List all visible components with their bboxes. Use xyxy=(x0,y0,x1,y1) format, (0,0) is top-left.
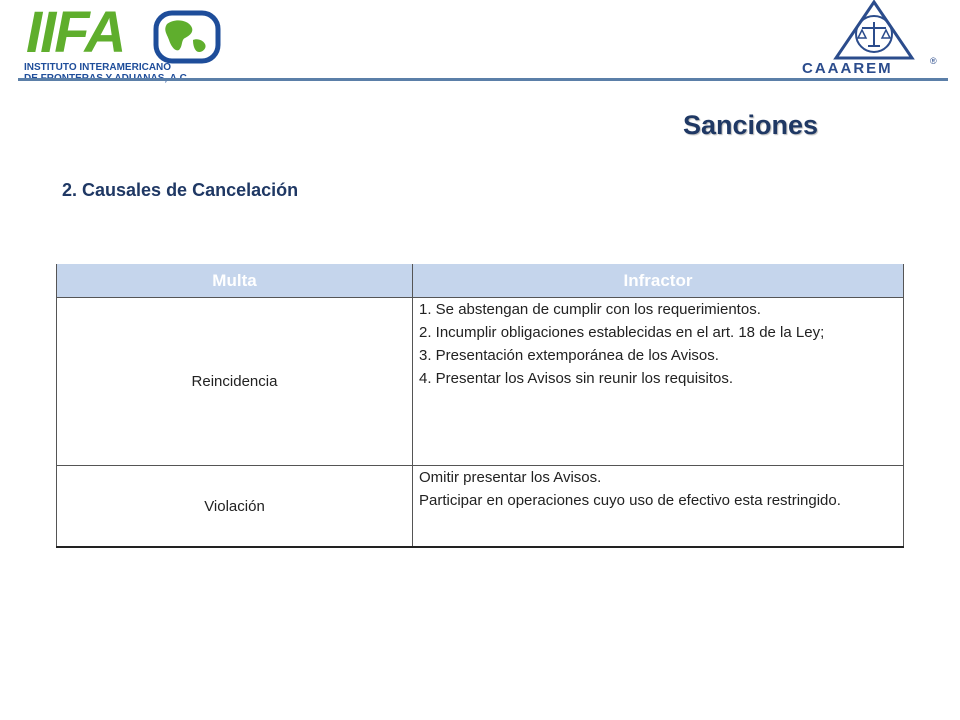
list-item: Participar en operaciones cuyo uso de efectivo esta restringido. xyxy=(419,492,841,509)
column-header-infractor: Infractor xyxy=(413,264,904,298)
iifa-caption-line1: INSTITUTO INTERAMERICANO xyxy=(24,62,172,73)
cancellation-causes-table xyxy=(56,264,904,548)
section-subtitle: 2. Causales de Cancelación xyxy=(62,180,299,200)
row-description xyxy=(413,466,904,548)
row-label-violacion: Violación xyxy=(57,466,413,548)
list-item: 4. Presentar los Avisos sin reunir los requisitos. xyxy=(419,370,734,387)
caaarem-logo xyxy=(800,0,950,80)
list-item: 1. Se abstengan de cumplir con los requerimientos. xyxy=(419,301,761,318)
list-item: Omitir presentar los Avisos. xyxy=(419,469,602,486)
registered-mark: ® xyxy=(930,56,937,66)
column-header-multa: Multa xyxy=(57,264,413,298)
row-label-reincidencia: Reincidencia xyxy=(57,298,413,466)
table-row xyxy=(57,298,904,466)
table-row xyxy=(57,466,904,548)
list-item: 2. Incumplir obligaciones establecidas en el art. 18 de la Ley; xyxy=(419,324,825,341)
iifa-logo-mark: IIFA xyxy=(26,0,125,65)
table-header-row xyxy=(57,264,904,298)
globe-icon xyxy=(153,10,221,64)
list-item: 3. Presentación extemporánea de los Avisos. xyxy=(419,347,719,364)
row-description xyxy=(413,298,904,466)
header-divider xyxy=(18,78,948,81)
caaarem-wordmark: CAAAREM xyxy=(802,60,893,77)
scales-of-justice-icon xyxy=(800,0,950,62)
iifa-logo xyxy=(18,0,218,84)
slide-title: Sanciones xyxy=(683,110,819,140)
